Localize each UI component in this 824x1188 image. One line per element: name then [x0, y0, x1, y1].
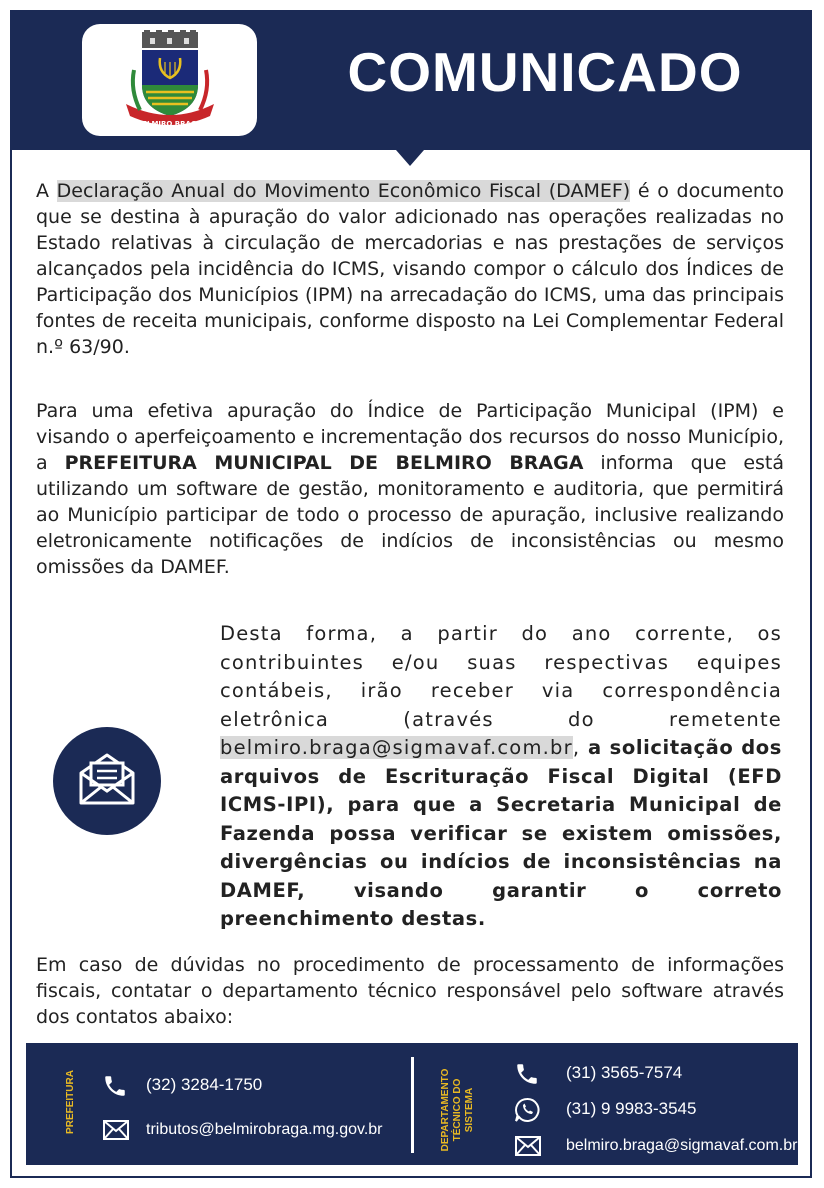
footer-divider [411, 1057, 414, 1153]
bold-text: PREFEITURA MUNICIPAL DE BELMIRO BRAGA [64, 452, 584, 474]
coat-of-arms-icon [120, 30, 220, 130]
prefeitura-email[interactable]: tributos@belmirobraga.mg.gov.br [146, 1121, 383, 1138]
paragraph-damef [36, 178, 784, 360]
contact-footer [26, 1043, 798, 1165]
text: informa que está utilizando um software de gestão, monitoramento e auditoria, que permitirá ao Município participar de todo o processo de apuração, inclusive realizando eletronicamente notificações de indícios de inconsistências ou mesmo omissões da DAMEF. [36, 452, 785, 578]
envelope-icon [102, 1119, 130, 1141]
municipal-logo [82, 24, 257, 136]
highlighted-text: Declaração Anual do Movimento Econômico Fiscal (DAMEF) [56, 180, 631, 202]
text: , [572, 736, 589, 759]
mail-badge [53, 727, 161, 835]
text: é o documento que se destina à apuração do valor adicionado nas operações realizadas no Estado relativas à circulação de mercadorias e nas prestações de serviços alcançados pela incidência do ICMS, visando compor o cálculo dos Índices de Participação dos Municípios (IPM) na arrecadação do ICMS, uma das principais fontes de receita municipais, conforme disposto na Lei Complementar Federal n.º 63/90. [36, 180, 784, 358]
text: Desta forma, a partir do ano corrente, os contribuintes e/ou suas respectivas equipes contábeis, irão receber via correspondência eletrônica (através do remetente [220, 622, 782, 731]
dept-email[interactable]: belmiro.braga@sigmavaf.com.br [566, 1137, 798, 1154]
dept-label: DEPARTAMENTO TÉCNICO DO SISTEMA [440, 1068, 475, 1152]
text: A [36, 180, 57, 202]
sender-email: belmiro.braga@sigmavaf.com.br [220, 736, 573, 759]
mail-icon [77, 749, 137, 809]
paragraph-contact: Em caso de dúvidas no procedimento de processamento de informações fiscais, contatar o departamento técnico responsável pelo software através dos contatos abaixo: [36, 954, 784, 1028]
paragraph-notice [220, 620, 782, 934]
logo-label: BELMIRO BRAGA [136, 120, 203, 128]
envelope-icon [514, 1135, 542, 1157]
paragraph-ipm [36, 398, 784, 580]
bold-text: a solicitação dos arquivos de Escrituração Fiscal Digital (EFD ICMS-IPI), para que a Secretaria Municipal de Fazenda possa verificar se existem omissões, divergências ou indícios de inconsistências na DAMEF, visando garantir o correto preenchimento destas. [220, 736, 782, 930]
text: Para uma efetiva apuração do Índice de Participação Municipal (IPM) e visando o aperfeiçoamento e incrementação dos recursos do nosso Município, a [36, 400, 784, 474]
prefeitura-label: PREFEITURA [65, 1070, 76, 1134]
phone-icon [514, 1061, 540, 1087]
dept-phone[interactable]: (31) 3565-7574 [566, 1063, 683, 1082]
prefeitura-phone[interactable]: (32) 3284-1750 [146, 1075, 263, 1094]
dept-whatsapp[interactable]: (31) 9 9983-3545 [566, 1099, 697, 1118]
page-title: COMUNICADO [347, 41, 743, 103]
whatsapp-icon [514, 1097, 540, 1123]
header-notch [396, 150, 424, 166]
phone-icon [102, 1073, 128, 1099]
